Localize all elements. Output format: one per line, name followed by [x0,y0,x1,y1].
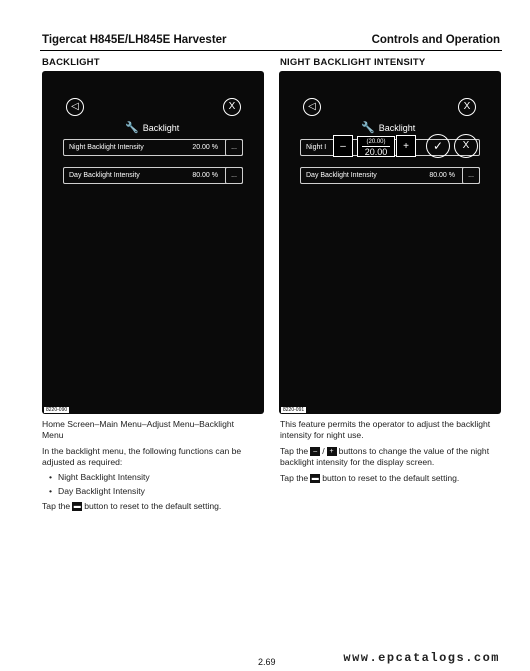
back-arrow-icon[interactable]: ◁ [66,98,84,116]
day-backlight-row[interactable] [63,167,243,184]
reset-icon: ▬ [311,475,319,483]
close-icon[interactable]: X [458,98,476,116]
value-display [357,136,395,157]
bullet-item: • Day Backlight Intensity [42,486,257,497]
left-section-title: BACKLIGHT [42,57,100,68]
page-header-right: Controls and Operation [371,34,500,46]
increase-button[interactable]: + [396,135,416,157]
para1: This feature permits the operator to adjust the backlight intensity for night use. [280,419,491,440]
value-current: 20.00 [362,146,390,157]
screen-title [361,121,415,134]
confirm-icon[interactable]: ✓ [426,134,450,158]
screen-title-text: Backlight [142,122,180,133]
night-backlight-screen [279,71,501,414]
backlight-screen [42,71,264,414]
right-text [280,419,502,484]
row-value: 20.00 % [192,144,218,151]
right-section-title: NIGHT BACKLIGHT INTENSITY [280,57,426,68]
more-button[interactable]: ... [225,167,243,184]
reset-instruction: Tap the ▬ button to reset to the default setting. [280,473,460,483]
watermark: www.epcatalogs.com [343,651,500,665]
screen-title [125,121,179,134]
wrench-icon: 🔧 [125,122,139,134]
back-arrow-icon[interactable]: ◁ [303,98,321,116]
caption: Home Screen–Main Menu–Adjust Menu–Backlight Menu [42,419,235,440]
left-text [42,419,257,512]
minus-icon: – [310,447,320,456]
more-button[interactable]: ... [225,139,243,156]
plus-icon: + [327,447,337,456]
screen-title-text: Backlight [378,122,416,133]
row-label: Night Backlight Intensity [69,144,144,151]
para2: Tap the – / + buttons to change the value of the night backlight intensity for the display screen. [280,446,490,467]
page-number: 2.69 [258,657,276,667]
close-icon[interactable]: X [223,98,241,116]
row-label: Day Backlight Intensity [69,172,140,179]
reset-instruction: Tap the ▬ button to reset to the default setting. [42,501,222,511]
value-previous: (20.00) [366,139,386,145]
row-value: 80.00 % [429,172,455,179]
more-button[interactable]: ... [462,167,480,184]
figure-id: 8220-091 [283,407,305,413]
header-rule [40,50,502,51]
page-header-left: Tigercat H845E/LH845E Harvester [42,34,227,46]
figure-id: 8220-090 [46,407,68,413]
night-backlight-row[interactable] [63,139,243,156]
wrench-icon: 🔧 [361,122,375,134]
day-backlight-row[interactable] [300,167,480,184]
row-label: Day Backlight Intensity [306,172,377,179]
bullet-item: • Night Backlight Intensity [42,472,257,483]
row-value: 80.00 % [192,172,218,179]
decrease-button[interactable]: – [333,135,353,157]
cancel-icon[interactable]: X [454,134,478,158]
intro: In the backlight menu, the following functions can be adjusted as required: [42,446,242,467]
reset-icon: ▬ [73,503,81,511]
row-label: Night I [306,144,327,151]
